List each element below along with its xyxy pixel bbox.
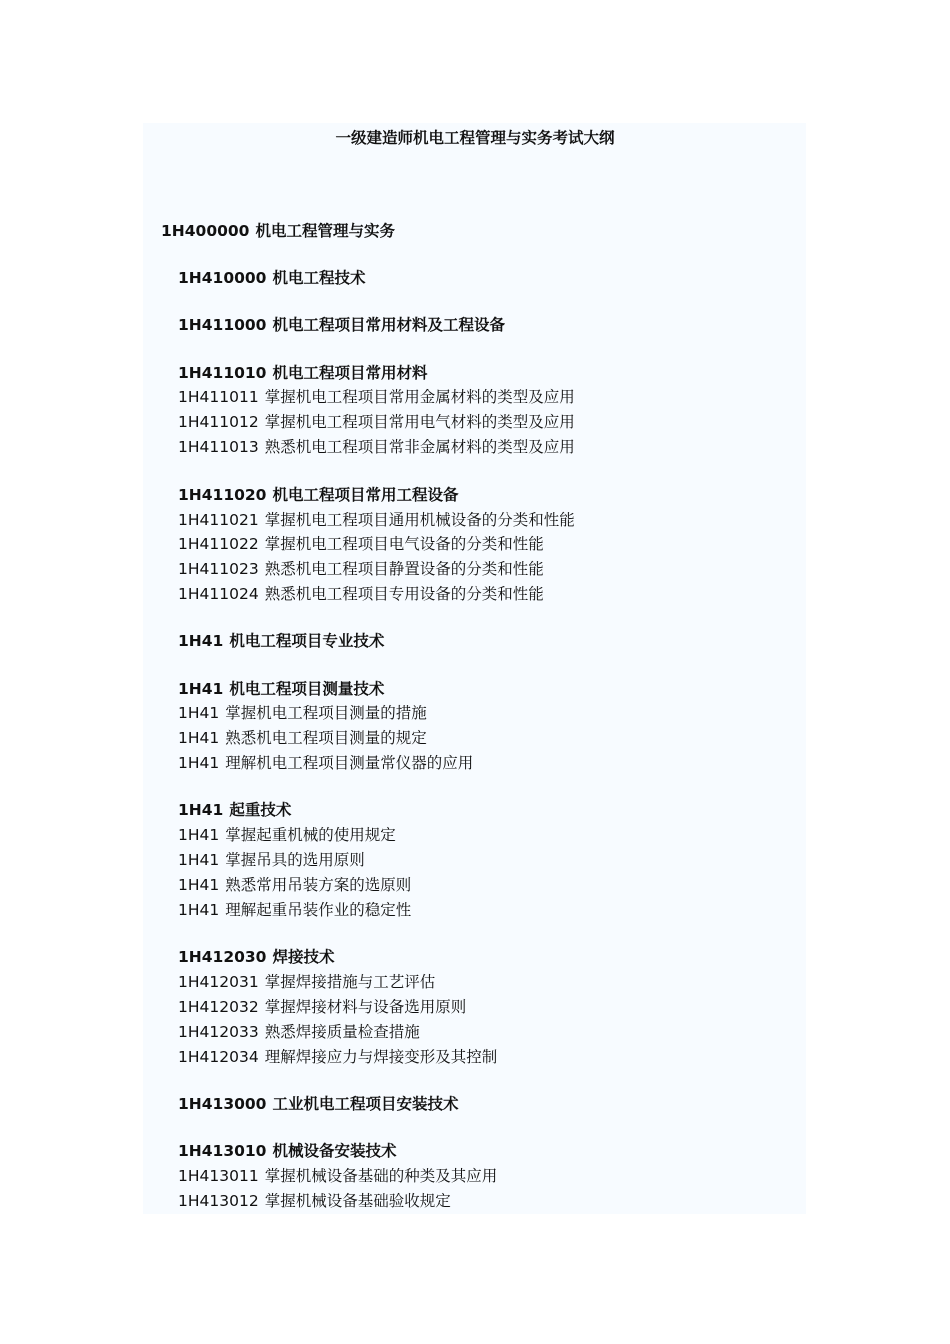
outline-text: 机械设备安装技术 [272, 1142, 397, 1160]
outline-code: 1H41 [178, 680, 224, 698]
outline-text: 掌握机电工程项目测量的措施 [225, 704, 427, 722]
outline-code: 1H41 [178, 901, 220, 919]
outline-heading [178, 799, 291, 821]
outline-code: 1H411020 [178, 486, 267, 504]
outline-item [178, 824, 396, 846]
outline-item [178, 1165, 497, 1187]
outline-text: 理解机电工程项目测量常仪器的应用 [225, 754, 474, 772]
outline-heading [161, 220, 395, 242]
outline-code: 1H41 [178, 826, 220, 844]
outline-text: 掌握机电工程项目常用金属材料的类型及应用 [264, 388, 575, 406]
outline-code: 1H412034 [178, 1048, 259, 1066]
outline-text: 机电工程管理与实务 [255, 222, 395, 240]
outline-item [178, 1190, 451, 1212]
outline-heading [178, 1093, 458, 1115]
outline-item [178, 874, 411, 896]
outline-item [178, 558, 544, 580]
outline-code: 1H411011 [178, 388, 259, 406]
outline-text: 熟悉机电工程项目测量的规定 [225, 729, 427, 747]
outline-text: 掌握机械设备基础验收规定 [264, 1192, 451, 1210]
outline-text: 起重技术 [229, 801, 292, 819]
outline-code: 1H411010 [178, 364, 267, 382]
outline-text: 掌握机械设备基础的种类及其应用 [264, 1167, 498, 1185]
outline-item [178, 849, 365, 871]
outline-text: 熟悉常用吊装方案的选原则 [225, 876, 412, 894]
outline-text: 理解焊接应力与焊接变形及其控制 [264, 1048, 498, 1066]
outline-item [178, 702, 427, 724]
outline-code: 1H411024 [178, 585, 259, 603]
outline-code: 1H412030 [178, 948, 267, 966]
outline-heading [178, 946, 334, 968]
outline-item [178, 533, 544, 555]
outline-heading [178, 362, 427, 384]
outline-heading [178, 314, 505, 336]
outline-text: 机电工程项目常用材料及工程设备 [272, 316, 505, 334]
outline-text: 熟悉机电工程项目专用设备的分类和性能 [264, 585, 544, 603]
outline-code: 1H411000 [178, 316, 267, 334]
outline-text: 熟悉焊接质量检查措施 [264, 1023, 420, 1041]
outline-text: 掌握焊接措施与工艺评估 [264, 973, 436, 991]
outline-item [178, 1046, 497, 1068]
outline-text: 掌握起重机械的使用规定 [225, 826, 396, 844]
outline-code: 1H413000 [178, 1095, 267, 1113]
outline-code: 1H41 [178, 704, 220, 722]
outline-text: 机电工程项目专业技术 [229, 632, 385, 650]
outline-code: 1H412031 [178, 973, 259, 991]
outline-text: 工业机电工程项目安装技术 [272, 1095, 459, 1113]
outline-heading [178, 484, 458, 506]
outline-code: 1H413010 [178, 1142, 267, 1160]
outline-text: 机电工程项目测量技术 [229, 680, 385, 698]
outline-item [178, 509, 575, 531]
document-title: 一级建造师机电工程管理与实务考试大纲 [335, 129, 615, 147]
outline-code: 1H41 [178, 801, 224, 819]
outline-text: 掌握机电工程项目电气设备的分类和性能 [264, 535, 544, 553]
outline-text: 机电工程项目常用工程设备 [272, 486, 459, 504]
outline-code: 1H41 [178, 632, 224, 650]
outline-code: 1H400000 [161, 222, 250, 240]
outline-code: 1H410000 [178, 269, 267, 287]
outline-item [178, 971, 435, 993]
outline-code: 1H41 [178, 876, 220, 894]
outline-text: 掌握机电工程项目常用电气材料的类型及应用 [264, 413, 575, 431]
outline-text: 掌握焊接材料与设备选用原则 [264, 998, 467, 1016]
outline-item [178, 386, 575, 408]
outline-heading [178, 1140, 396, 1162]
outline-item [178, 1021, 420, 1043]
outline-code: 1H411023 [178, 560, 259, 578]
outline-code: 1H411022 [178, 535, 259, 553]
outline-code: 1H411012 [178, 413, 259, 431]
outline-item [178, 752, 473, 774]
outline-code: 1H413012 [178, 1192, 259, 1210]
outline-item [178, 411, 575, 433]
outline-text: 理解起重吊装作业的稳定性 [225, 901, 412, 919]
outline-item [178, 583, 544, 605]
outline-item [178, 899, 411, 921]
outline-code: 1H41 [178, 851, 220, 869]
outline-code: 1H41 [178, 754, 220, 772]
outline-text: 掌握机电工程项目通用机械设备的分类和性能 [264, 511, 575, 529]
outline-heading [178, 678, 384, 700]
outline-text: 焊接技术 [272, 948, 335, 966]
outline-text: 机电工程项目常用材料 [272, 364, 428, 382]
outline-code: 1H411021 [178, 511, 259, 529]
outline-code: 1H413011 [178, 1167, 259, 1185]
outline-item [178, 727, 427, 749]
outline-code: 1H41 [178, 729, 220, 747]
outline-code: 1H411013 [178, 438, 259, 456]
outline-text: 熟悉机电工程项目常非金属材料的类型及应用 [264, 438, 575, 456]
outline-text: 机电工程技术 [272, 269, 366, 287]
outline-code: 1H412033 [178, 1023, 259, 1041]
outline-text: 掌握吊具的选用原则 [225, 851, 365, 869]
outline-heading [178, 267, 365, 289]
outline-code: 1H412032 [178, 998, 259, 1016]
outline-item [178, 996, 466, 1018]
outline-text: 熟悉机电工程项目静置设备的分类和性能 [264, 560, 544, 578]
outline-item [178, 436, 575, 458]
outline-heading [178, 630, 384, 652]
